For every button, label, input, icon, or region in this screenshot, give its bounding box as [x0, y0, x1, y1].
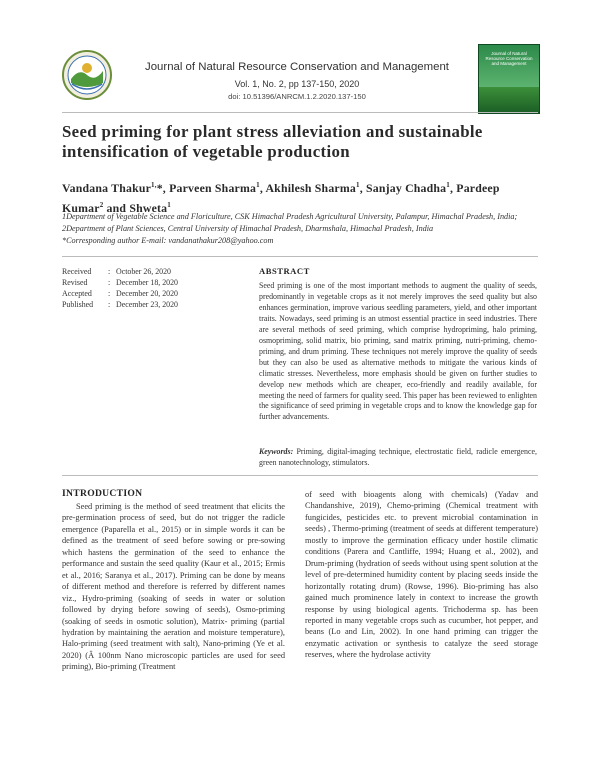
- keywords: [259, 447, 537, 469]
- intro-column-right: [305, 489, 538, 661]
- abstract-text: Seed priming is one of the most important methods to augment the quality of seeds, predominantly in vegetable crops as it not merely improves the seed quality but also enhances germination, improve various seedling parameters, yield, and other important traits. Nowadays, seed priming is an utmost essential practice in seed industries. There are several methods of seed priming, which comprise hydropriming, halo priming, osmopriming, solid matrix, bio priming, sand matrix priming, nutri-priming, chemo-priming, and drum priming. These techniques not merely improve the quality of seeds but they can also be used as alternative methods to mitigate the various kinds of climatic stresses. Nevertheless, more emphasis should be given on further studies to develop new methods which are cheaper, eco-friendly and readily available, for meeting the need of farmers for quality seed. This paper has been reviewed to enlighten the significance of seed priming in vegetable crops and to know the knowledge gap for further advancements.: [259, 281, 537, 422]
- date-label: Revised: [62, 278, 88, 287]
- affiliation-text: 1Department of Vegetable Science and Floriculture, CSK Himachal Pradesh Agricultural University, Palampur, Himachal Pradesh, India; 2Department of Plant Sciences, Central University of Himachal Pradesh, Dharmshala, Himachal Pradesh, India: [62, 212, 518, 233]
- article-dates: [62, 266, 242, 310]
- paper-title: Seed priming for plant stress alleviation and sustainable intensification of vegetable production: [62, 122, 483, 161]
- keywords-label: Keywords:: [259, 447, 294, 456]
- date-label: Accepted: [62, 289, 92, 298]
- date-label: Received: [62, 267, 92, 276]
- journal-cover-image: [478, 44, 540, 114]
- journal-doi: doi: 10.51396/ANRCM.1.2.2020.137-150: [228, 92, 366, 101]
- introduction-heading: INTRODUCTION: [62, 488, 143, 499]
- date-row: Published : December 23, 2020: [62, 300, 179, 309]
- divider-bottom: [62, 475, 538, 476]
- affiliations: [62, 211, 542, 247]
- journal-logo: [62, 50, 112, 100]
- intro-paragraph-continued: of seed with bioagents along with chemicals) (Yadav and Chandanshive, 2019), Chemo-priming (Chemical treatment with fungicides, pesticides etc. to prevent microbial contamination in seeds) , Thermo-priming (treatment of seeds at different temperature) mostly to improve the germination efficacy under hostile climatic conditions (Parera and Cantliffe, 1994; Huang et al., 2002), and Drum-priming (hydration of seeds without using spent solution at the level of pre-determined humidity content by placing seeds inside the horizontally rotating drum) (Rowse, 1996). Bio-priming has also gained much prominence lately in context to increase the growth response by using biological agents. Trichoderma sp. has been reported in many vegetable crops such as cucumber, hot pepper, and beans (Lo and Lin, 2002). In one hand priming can trigger the enzymatic activation or synthesis to catalyze the seed storage reserves, where the hydrolase activity: [305, 490, 538, 660]
- journal-name: Journal of Natural Resource Conservation and Management: [145, 61, 449, 73]
- intro-column-left: [62, 501, 285, 673]
- date-label: Published: [62, 300, 94, 309]
- divider-top: [62, 256, 538, 257]
- cover-text: Journal of Natural Resource Conservation and Management: [485, 51, 533, 66]
- corresponding-author: *Corresponding author E-mail: vandanathakur208@yahoo.com: [62, 236, 274, 245]
- author-list: Vandana Thakur$^{1,}$*, Parveen Sharma$^1$, Akhilesh Sharma$^1$, Sanjay Chadha$^1$, Pardeep Kumar$^2$ and Shweta$^1$: [62, 180, 500, 215]
- abstract-heading: ABSTRACT: [259, 266, 310, 276]
- header-divider: [62, 112, 538, 113]
- date-row: Accepted : December 20, 2020: [62, 289, 179, 298]
- keywords-text: Priming, digital-imaging technique, electrostatic field, radicle emergence, green nanotechnology, stimulators.: [259, 447, 537, 467]
- date-value: December 20, 2020: [116, 289, 179, 298]
- date-value: December 23, 2020: [116, 300, 179, 309]
- journal-volume: Vol. 1, No. 2, pp 137-150, 2020: [234, 79, 360, 89]
- date-row: Received : October 26, 2020: [62, 267, 172, 276]
- intro-paragraph: Seed priming is the method of seed treatment that elicits the pre-germination process of seed, but do not trigger the radicle emergence (Paparella et al., 2015) or in simple words it can be defined as the treatment of seed before sowing or pre-sowing which hastens the germination of the seed to enhance the performance and sustain the seed quality (Kaur et al., 2015; Ermis et al., 2016; Saranya et al., 2017). Priming can be done by means of different method and therefore is referred by different names viz., Hydro-priming (soaking of seeds in water or solution followed by drying before sowing of seeds), Osmo-priming (soaking of seeds in osmotic solution), Matrix- priming (partial hydration by maintaining the aeration and moisture temperature), Halo-priming (seed treatment with salt), Nano-priming (Ye et al. 2020) (Â 100nm Nano microscopic particles are used for seed priming), Bio-priming (Treatment: [62, 502, 285, 672]
- date-value: October 26, 2020: [116, 267, 172, 276]
- date-value: December 18, 2020: [116, 278, 179, 287]
- date-row: Revised : December 18, 2020: [62, 278, 179, 287]
